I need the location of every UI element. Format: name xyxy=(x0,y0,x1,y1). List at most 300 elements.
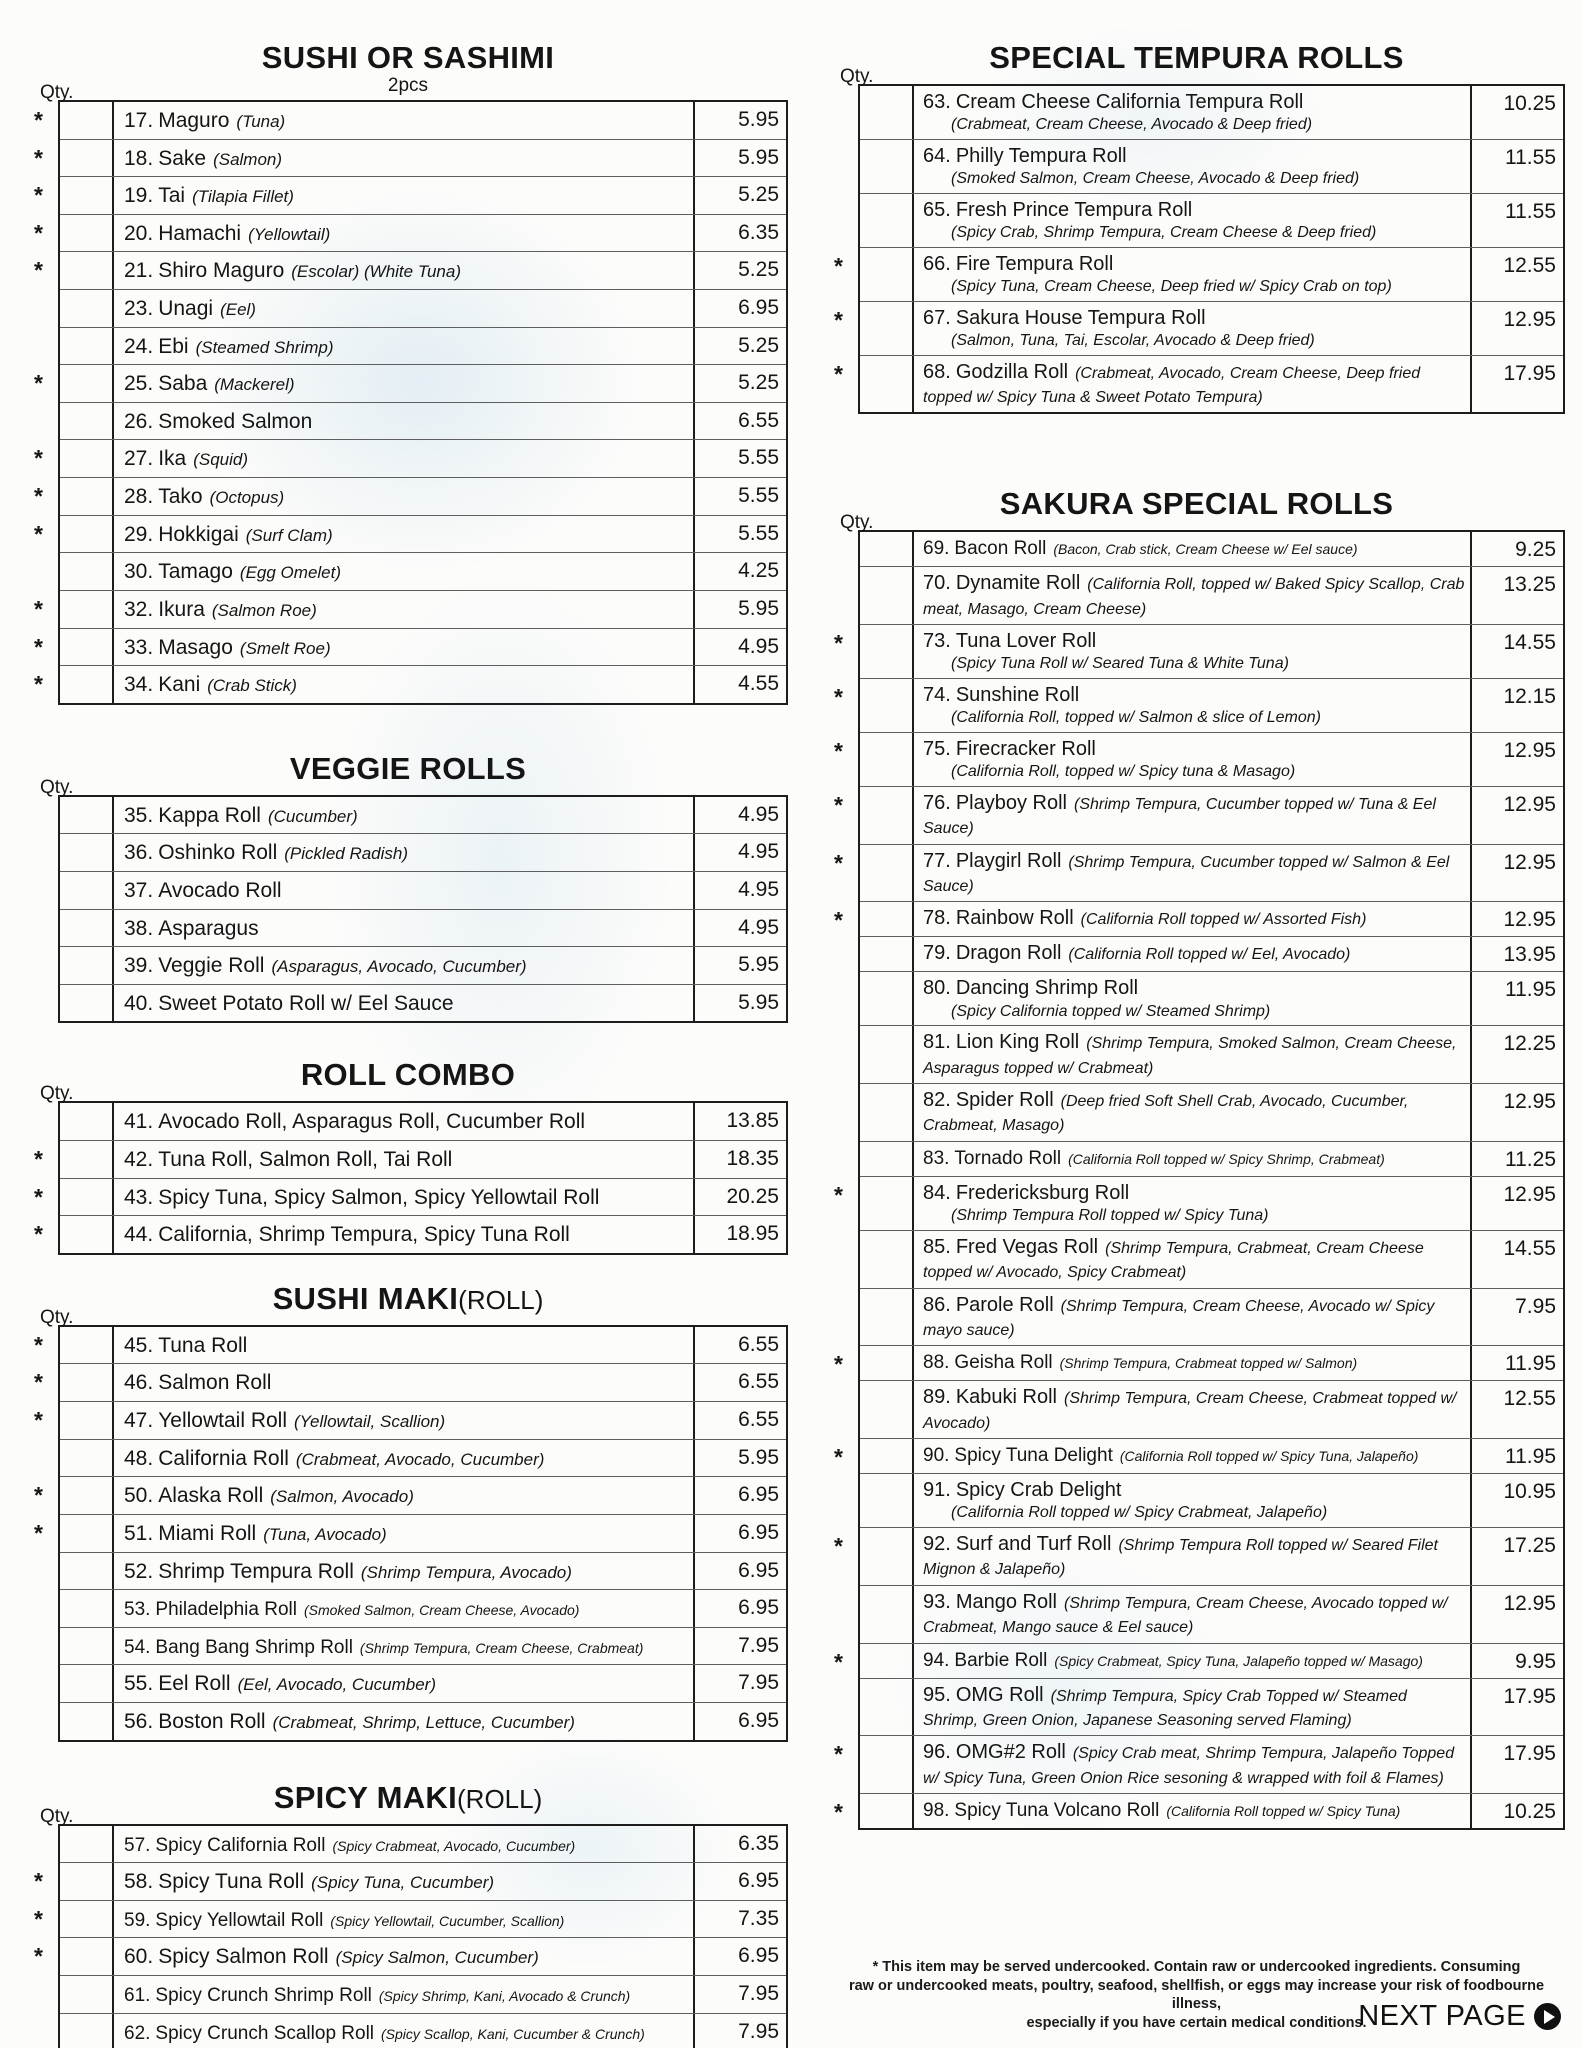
item-number: 80. xyxy=(923,977,951,1000)
item-price: 6.35 xyxy=(693,215,786,252)
qty-box xyxy=(860,1794,914,1828)
undercooked-star: * xyxy=(34,182,43,209)
item-label xyxy=(114,365,693,402)
item-name: Spider Roll xyxy=(955,1089,1054,1112)
undercooked-star: * xyxy=(34,1331,43,1358)
item-number: 32. xyxy=(124,597,154,621)
menu-item-row xyxy=(834,1439,1563,1474)
item-price: 12.95 xyxy=(1470,902,1563,936)
qty-box xyxy=(60,1863,114,1900)
item-label xyxy=(114,1364,693,1401)
item-description: (Crabmeat, Avocado, Cucumber) xyxy=(295,1449,545,1469)
item-price: 6.95 xyxy=(693,1590,786,1627)
item-name: Tai xyxy=(158,184,186,208)
item-label xyxy=(114,177,693,214)
item-description: (Shrimp Tempura, Cream Cheese, Crabmeat topped w/ Avocado) xyxy=(923,1390,1457,1432)
item-label xyxy=(114,403,693,440)
item-price: 11.55 xyxy=(1470,194,1563,247)
qty-box xyxy=(60,1179,114,1216)
qty-box xyxy=(860,1736,914,1793)
menu-item-row xyxy=(60,1440,786,1478)
menu-table xyxy=(834,84,1565,414)
item-price: 6.55 xyxy=(693,1364,786,1401)
menu-item-row xyxy=(34,140,786,178)
qty-box xyxy=(860,567,914,624)
qty-box xyxy=(60,102,114,139)
next-page-button[interactable] xyxy=(1358,2000,1561,2033)
item-label xyxy=(914,1794,1470,1828)
item-description: (Spicy Yellowtail, Cucumber, Scallion) xyxy=(330,1912,565,1929)
menu-item-row xyxy=(60,403,786,441)
qty-box xyxy=(860,845,914,902)
item-description: (Shrimp Tempura, Crabmeat, Cream Cheese topped w/ Avocado, Spicy Crabmeat) xyxy=(923,1239,1424,1282)
item-name: Spicy Yellowtail Roll xyxy=(155,1909,324,1931)
menu-item-row xyxy=(34,1938,786,1976)
menu-item-row xyxy=(34,177,786,215)
item-name: Dynamite Roll xyxy=(955,572,1081,595)
item-label xyxy=(914,1736,1470,1793)
item-number: 52. xyxy=(124,1559,154,1583)
item-price: 5.55 xyxy=(693,516,786,553)
item-name: Ikura xyxy=(158,597,205,621)
item-name: Barbie Roll xyxy=(954,1649,1048,1671)
item-price: 7.95 xyxy=(693,1628,786,1665)
item-name: Ebi xyxy=(158,334,189,358)
menu-section xyxy=(28,1281,788,1742)
item-label xyxy=(914,248,1470,301)
menu-table xyxy=(34,100,788,705)
qty-box xyxy=(860,1381,914,1438)
item-name: Hokkigai xyxy=(158,522,239,546)
item-number: 81. xyxy=(923,1031,951,1054)
item-number: 51. xyxy=(124,1521,154,1545)
item-price: 12.95 xyxy=(1470,733,1563,786)
item-description: (Spicy Salmon, Cucumber) xyxy=(335,1948,539,1968)
menu-item-row xyxy=(34,666,786,703)
item-name: Masago xyxy=(158,635,233,659)
item-name: Kabuki Roll xyxy=(955,1386,1057,1409)
item-number: 92. xyxy=(923,1533,951,1555)
item-description: (Shrimp Tempura, Smoked Salmon, Cream Cheese, Asparagus topped w/ Crabmeat) xyxy=(923,1035,1457,1077)
menu-section xyxy=(828,40,1565,414)
item-name: Dragon Roll xyxy=(955,942,1062,965)
undercooked-star: * xyxy=(34,671,43,698)
menu-item-row xyxy=(834,845,1563,903)
qty-box xyxy=(60,629,114,666)
qty-box xyxy=(60,1477,114,1514)
item-label xyxy=(114,1553,693,1590)
item-name: Surf and Turf Roll xyxy=(955,1533,1112,1555)
item-name: Veggie Roll xyxy=(158,954,265,978)
qty-box xyxy=(60,177,114,214)
menu-item-row xyxy=(834,1177,1563,1231)
menu-item-row xyxy=(34,1216,786,1253)
qty-box xyxy=(60,985,114,1022)
item-label xyxy=(114,1477,693,1514)
item-price: 5.55 xyxy=(693,478,786,515)
item-label xyxy=(114,1515,693,1552)
item-number: 54. xyxy=(124,1636,151,1658)
menu-item-row xyxy=(60,985,786,1022)
undercooked-star: * xyxy=(34,633,43,660)
menu-section xyxy=(828,486,1565,1830)
item-label xyxy=(114,947,693,984)
menu-item-row xyxy=(34,440,786,478)
disclaimer-line: * This item may be served undercooked. Contain raw or undercooked ingredients. Consuming xyxy=(872,1959,1521,1975)
item-name: Avocado Roll xyxy=(158,878,282,902)
item-description: (Smoked Salmon, Cream Cheese, Avocado & Deep fried) xyxy=(951,170,1360,188)
item-price: 11.95 xyxy=(1470,1346,1563,1380)
item-label xyxy=(914,787,1470,844)
item-name: Fire Tempura Roll xyxy=(955,252,1114,275)
item-name: Spicy Tuna, Spicy Salmon, Spicy Yellowtail Roll xyxy=(158,1185,600,1209)
item-price: 6.55 xyxy=(693,1402,786,1439)
item-name: Fredericksburg Roll xyxy=(955,1181,1130,1204)
item-number: 76. xyxy=(923,791,951,814)
item-label xyxy=(114,140,693,177)
item-number: 36. xyxy=(124,841,154,865)
menu-item-row xyxy=(34,1901,786,1939)
item-name: Shrimp Tempura Roll xyxy=(158,1559,354,1583)
item-price: 7.95 xyxy=(693,2014,786,2048)
qty-box xyxy=(860,1026,914,1083)
qty-box xyxy=(860,248,914,301)
qty-box xyxy=(860,532,914,566)
item-description: (California Roll, topped w/ Spicy tuna & Masago) xyxy=(951,763,1296,781)
qty-box xyxy=(860,937,914,971)
section-header xyxy=(828,40,1565,87)
section-subtitle: 2pcs xyxy=(387,75,429,96)
qty-box xyxy=(860,1679,914,1736)
undercooked-star: * xyxy=(834,1181,843,1208)
item-label xyxy=(114,1938,693,1975)
item-name: Shiro Maguro xyxy=(158,259,285,283)
menu-item-row xyxy=(834,787,1563,845)
qty-column-label: Qty. xyxy=(40,776,74,798)
qty-box xyxy=(860,733,914,786)
item-number: 59. xyxy=(124,1909,151,1931)
item-number: 34. xyxy=(124,673,154,697)
item-description: (California Roll topped w/ Spicy Crabmeat, Jalapeño) xyxy=(951,1504,1328,1522)
qty-box xyxy=(60,553,114,590)
qty-box xyxy=(60,2014,114,2048)
qty-box xyxy=(860,1644,914,1678)
qty-box xyxy=(60,1938,114,1975)
item-name: Spicy Crunch Scallop Roll xyxy=(155,2022,375,2044)
item-label xyxy=(114,1703,693,1740)
undercooked-star: * xyxy=(34,257,43,284)
next-page-label: NEXT PAGE xyxy=(1358,2000,1526,2032)
item-label xyxy=(114,985,693,1022)
item-description: (Yellowtail) xyxy=(248,224,331,244)
qty-box xyxy=(60,1216,114,1253)
undercooked-star: * xyxy=(34,107,43,133)
menu-item-row xyxy=(860,937,1563,972)
item-description: (Eel) xyxy=(220,300,256,320)
item-price: 12.55 xyxy=(1470,1381,1563,1438)
item-price: 12.95 xyxy=(1470,1084,1563,1141)
item-label xyxy=(914,1679,1470,1736)
item-price: 17.25 xyxy=(1470,1528,1563,1585)
qty-box xyxy=(60,1327,114,1364)
item-price: 17.95 xyxy=(1470,1679,1563,1736)
next-page-arrow-icon xyxy=(1534,2003,1561,2030)
item-label xyxy=(114,1863,693,1900)
item-price: 14.55 xyxy=(1470,625,1563,678)
item-price: 10.95 xyxy=(1470,1474,1563,1527)
item-description: (California Roll topped w/ Spicy Tuna, Jalapeño) xyxy=(1119,1448,1419,1465)
undercooked-star: * xyxy=(834,1741,843,1768)
item-price: 12.55 xyxy=(1470,248,1563,301)
menu-item-row xyxy=(34,478,786,516)
item-price: 9.25 xyxy=(1470,532,1563,566)
qty-box xyxy=(860,1084,914,1141)
menu-item-row xyxy=(60,1103,786,1141)
section-header xyxy=(28,750,788,798)
item-label xyxy=(914,733,1470,786)
item-name: Yellowtail Roll xyxy=(158,1409,287,1433)
item-name: Ika xyxy=(158,447,187,471)
menu-item-row xyxy=(834,733,1563,787)
qty-box xyxy=(60,1826,114,1863)
item-number: 90. xyxy=(923,1445,950,1467)
menu-item-row xyxy=(60,797,786,835)
qty-column-label: Qty. xyxy=(40,1805,74,1827)
item-name: Playboy Roll xyxy=(955,791,1067,814)
item-price: 4.95 xyxy=(693,910,786,947)
qty-box xyxy=(60,516,114,553)
menu-item-row xyxy=(860,194,1563,248)
item-number: 91. xyxy=(923,1479,951,1502)
qty-column-label: Qty. xyxy=(40,82,74,103)
undercooked-star: * xyxy=(834,684,843,710)
item-label xyxy=(914,567,1470,624)
qty-box xyxy=(860,1528,914,1585)
item-price: 13.25 xyxy=(1470,567,1563,624)
menu-column-left xyxy=(28,40,788,2048)
menu-item-row xyxy=(860,1231,1563,1289)
item-price: 12.25 xyxy=(1470,1026,1563,1083)
item-name: Firecracker Roll xyxy=(955,737,1096,760)
item-name: Philadelphia Roll xyxy=(155,1599,297,1621)
menu-item-row xyxy=(60,1590,786,1628)
qty-box xyxy=(860,1346,914,1380)
menu-section xyxy=(28,751,788,1024)
item-price: 6.55 xyxy=(693,403,786,440)
qty-box xyxy=(60,1901,114,1938)
undercooked-star: * xyxy=(34,1905,43,1932)
menu-section xyxy=(28,40,788,705)
qty-box xyxy=(60,1703,114,1740)
item-label xyxy=(114,1628,693,1665)
item-label xyxy=(114,102,693,139)
item-label xyxy=(914,356,1470,413)
menu-item-row xyxy=(34,516,786,554)
item-description: (Surf Clam) xyxy=(245,525,333,545)
qty-box xyxy=(60,591,114,628)
item-description: (Shrimp Tempura, Cucumber topped w/ Tuna & Eel Sauce) xyxy=(923,795,1436,838)
menu-item-row xyxy=(834,1794,1563,1828)
qty-box xyxy=(860,302,914,355)
item-label xyxy=(114,252,693,289)
item-description: (Spicy Tuna, Cucumber) xyxy=(311,1873,495,1893)
menu-column-right xyxy=(828,40,1565,1830)
item-number: 27. xyxy=(124,447,154,471)
item-name: Sakura House Tempura Roll xyxy=(955,306,1206,329)
item-label xyxy=(114,1901,693,1938)
undercooked-star: * xyxy=(834,1799,843,1826)
item-description: (Tilapia Fillet) xyxy=(192,187,294,207)
item-price: 6.95 xyxy=(693,1553,786,1590)
section-title: SUSHI OR SASHIMI xyxy=(261,40,555,75)
section-title: SAKURA SPECIAL ROLLS xyxy=(999,486,1394,522)
item-label xyxy=(914,1177,1470,1230)
item-number: 37. xyxy=(124,878,154,902)
item-price: 12.95 xyxy=(1470,1177,1563,1230)
item-name: Eel Roll xyxy=(158,1672,231,1696)
undercooked-star: * xyxy=(34,1943,43,1970)
item-label xyxy=(114,1327,693,1364)
item-name: Tornado Roll xyxy=(954,1147,1062,1169)
item-description: (Squid) xyxy=(193,450,249,470)
menu-item-row xyxy=(60,553,786,591)
item-number: 33. xyxy=(124,635,154,659)
item-price: 20.25 xyxy=(693,1179,786,1216)
item-name: Avocado Roll, Asparagus Roll, Cucumber Roll xyxy=(158,1110,586,1134)
item-label xyxy=(914,1231,1470,1288)
menu-table xyxy=(34,1101,788,1254)
item-description: (Tuna, Avocado) xyxy=(263,1524,387,1544)
item-number: 55. xyxy=(124,1672,154,1696)
item-description: (Bacon, Crab stick, Cream Cheese w/ Eel sauce) xyxy=(1053,541,1358,558)
menu-item-row xyxy=(834,248,1563,302)
item-description: (Spicy Tuna, Cream Cheese, Deep fried w/ Spicy Crab on top) xyxy=(951,278,1392,296)
item-description: (Shrimp Tempura, Avocado) xyxy=(360,1562,572,1582)
item-label xyxy=(914,1026,1470,1083)
item-price: 6.95 xyxy=(693,1515,786,1552)
item-description: (Tuna) xyxy=(236,112,286,131)
menu-item-row xyxy=(34,252,786,290)
item-label xyxy=(914,972,1470,1025)
item-description: (Escolar) (White Tuna) xyxy=(291,262,461,282)
item-description: (California Roll topped w/ Eel, Avocado) xyxy=(1068,946,1351,964)
menu-item-row xyxy=(860,1026,1563,1084)
menu-item-row xyxy=(34,1863,786,1901)
item-price: 6.35 xyxy=(693,1826,786,1863)
item-name: Philly Tempura Roll xyxy=(955,144,1127,167)
item-number: 73. xyxy=(923,630,951,653)
item-price: 18.35 xyxy=(693,1141,786,1178)
menu-item-row xyxy=(60,1976,786,2014)
item-number: 64. xyxy=(923,144,951,167)
qty-box xyxy=(860,1142,914,1176)
item-price: 5.95 xyxy=(693,1440,786,1477)
item-number: 79. xyxy=(923,942,951,965)
qty-box xyxy=(60,910,114,947)
undercooked-star: * xyxy=(34,1482,43,1509)
menu-section xyxy=(28,1780,788,2048)
qty-box xyxy=(60,1628,114,1665)
item-number: 83. xyxy=(923,1147,950,1169)
qty-column-label: Qty. xyxy=(840,66,874,87)
item-price: 13.95 xyxy=(1470,937,1563,971)
item-price: 4.25 xyxy=(693,553,786,590)
item-description: (Spicy Tuna Roll w/ Seared Tuna & White Tuna) xyxy=(951,655,1289,673)
item-name: Saba xyxy=(158,372,208,396)
undercooked-star: * xyxy=(34,1146,43,1173)
menu-item-row xyxy=(34,591,786,629)
item-price: 6.95 xyxy=(693,1477,786,1514)
item-price: 11.55 xyxy=(1470,140,1563,193)
item-number: 48. xyxy=(124,1446,154,1470)
item-price: 12.95 xyxy=(1470,845,1563,902)
undercooked-star: * xyxy=(34,445,43,472)
menu-item-row xyxy=(860,972,1563,1026)
item-price: 6.95 xyxy=(693,1938,786,1975)
item-number: 56. xyxy=(124,1709,154,1733)
menu-item-row xyxy=(34,1477,786,1515)
item-label xyxy=(114,440,693,477)
item-price: 7.95 xyxy=(693,1665,786,1702)
menu-table xyxy=(34,1325,788,1742)
item-label xyxy=(114,1216,693,1253)
item-label xyxy=(914,1644,1470,1678)
item-description: (Asparagus, Avocado, Cucumber) xyxy=(271,957,527,977)
item-name: Kani xyxy=(158,673,201,697)
item-price: 12.95 xyxy=(1470,1586,1563,1643)
menu-item-row xyxy=(34,629,786,667)
undercooked-star: * xyxy=(834,1648,843,1675)
undercooked-star: * xyxy=(834,306,843,333)
menu-item-row xyxy=(34,1402,786,1440)
item-description: (Spicy Crab meat, Shrimp Tempura, Jalapeño Topped w/ Spicy Tuna, Green Onion Rice sesoning & wrapped with foil & Flames) xyxy=(923,1745,1455,1787)
item-name: Miami Roll xyxy=(158,1521,257,1545)
item-price: 7.95 xyxy=(693,1976,786,2013)
section-title-suffix: (ROLL) xyxy=(457,1783,543,1814)
qty-box xyxy=(60,478,114,515)
menu-item-row xyxy=(60,910,786,948)
qty-box xyxy=(60,365,114,402)
item-number: 41. xyxy=(124,1110,154,1134)
item-price: 5.25 xyxy=(693,328,786,365)
item-description: (California Roll, topped w/ Salmon & slice of Lemon) xyxy=(951,709,1321,727)
menu-item-row xyxy=(60,947,786,985)
qty-box xyxy=(60,1665,114,1702)
item-price: 4.95 xyxy=(693,834,786,871)
item-description: (Shrimp Tempura, Crabmeat topped w/ Salmon) xyxy=(1059,1355,1358,1372)
item-number: 24. xyxy=(124,334,154,358)
item-price: 7.95 xyxy=(1470,1289,1563,1346)
item-name: Bang Bang Shrimp Roll xyxy=(155,1636,353,1658)
qty-box xyxy=(60,290,114,327)
item-number: 42. xyxy=(124,1148,154,1172)
item-label xyxy=(114,1976,693,2013)
undercooked-star: * xyxy=(834,907,843,934)
item-description: (Spicy Shrimp, Kani, Avocado & Crunch) xyxy=(378,1987,631,2004)
item-number: 96. xyxy=(923,1741,951,1764)
item-description: (Shrimp Tempura, Cream Cheese, Crabmeat) xyxy=(359,1639,644,1656)
item-price: 11.95 xyxy=(1470,1439,1563,1473)
menu-item-row xyxy=(34,365,786,403)
item-label xyxy=(114,478,693,515)
item-price: 6.95 xyxy=(693,290,786,327)
item-label xyxy=(914,1346,1470,1380)
item-name: Sake xyxy=(158,146,207,170)
menu-item-row xyxy=(860,1381,1563,1439)
undercooked-star: * xyxy=(834,252,843,279)
undercooked-star: * xyxy=(34,219,43,246)
item-number: 63. xyxy=(923,91,951,113)
